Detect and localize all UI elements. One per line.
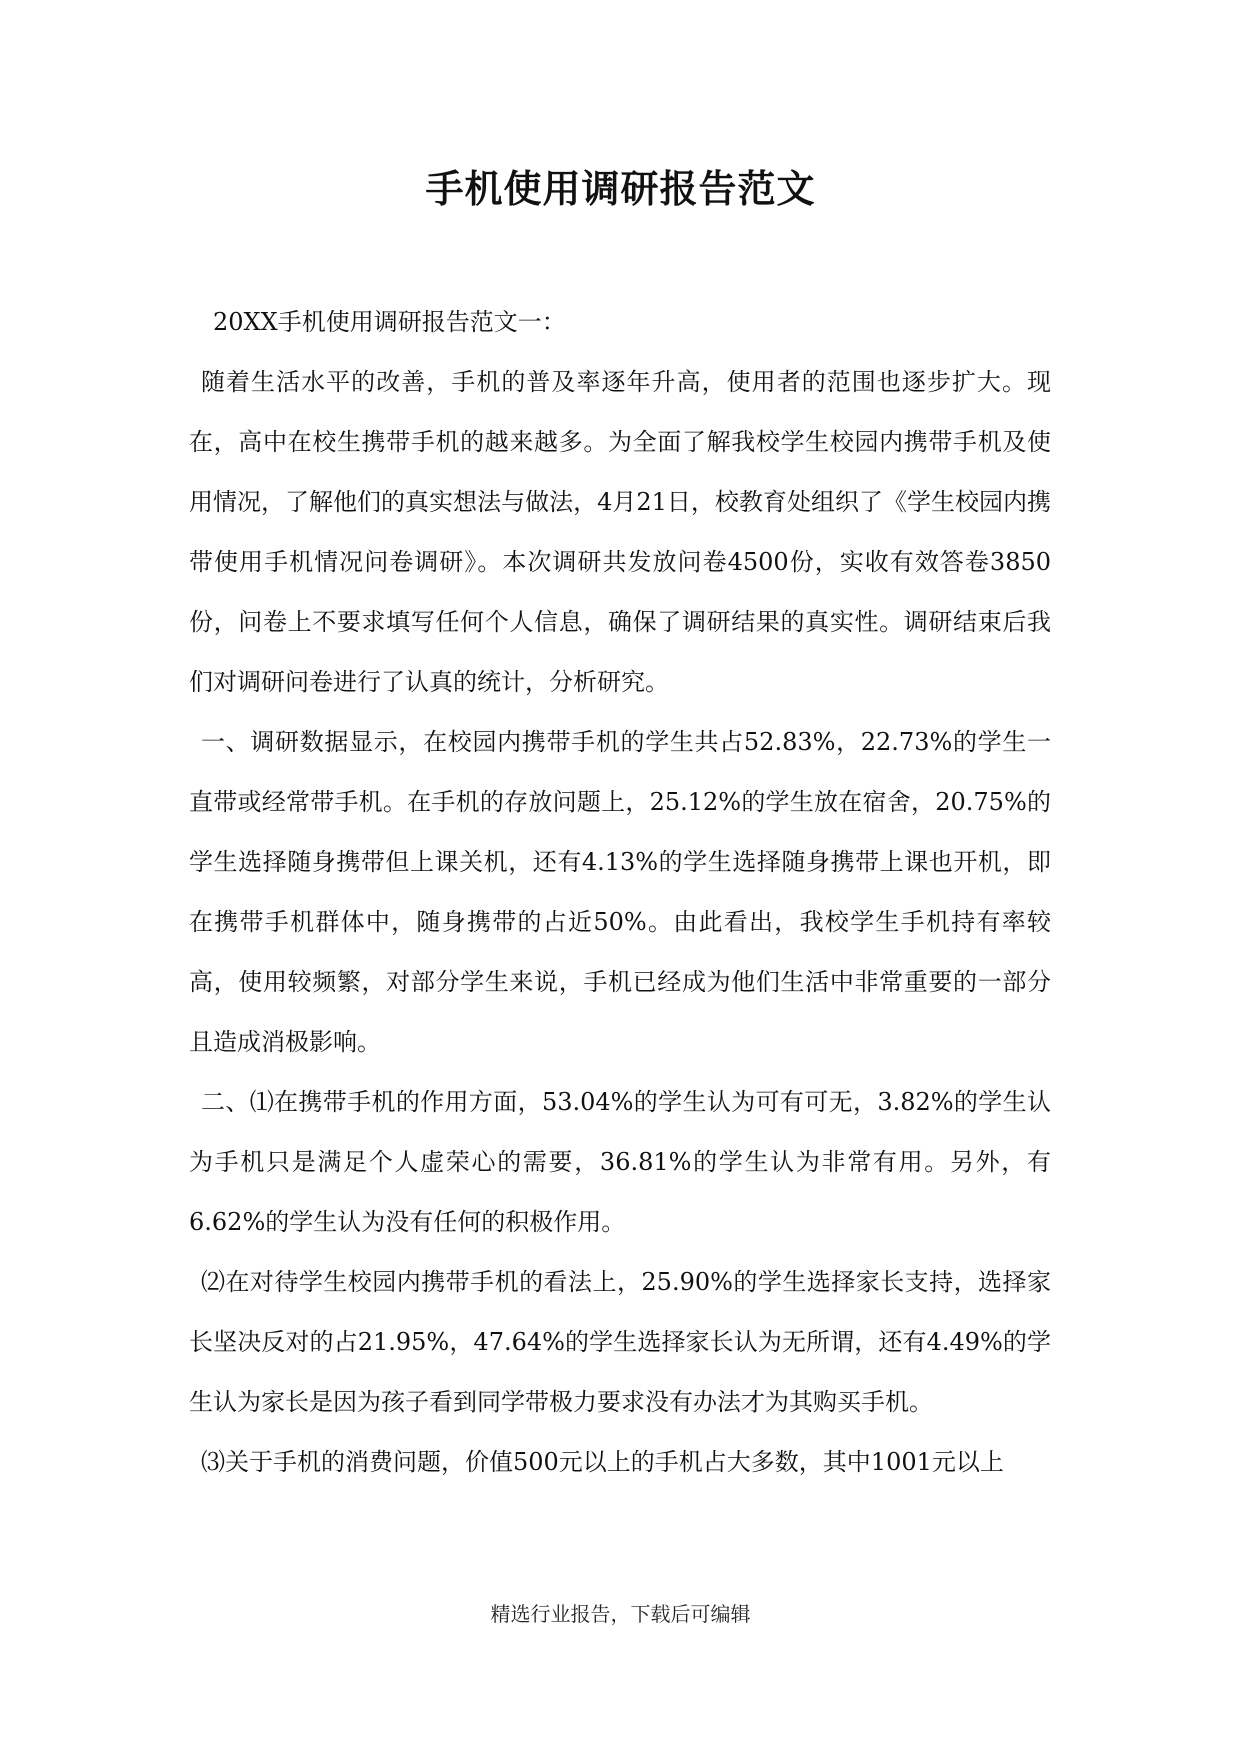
section-heading: 20XX手机使用调研报告范文一： (213, 308, 566, 336)
paragraph-section-two-3: ⑶关于手机的消费问题，价值500元以上的手机占大多数，其中1001元以上 (201, 1448, 1004, 1476)
paragraph-section-two-2: ⑵在对待学生校园内携带手机的看法上，25.90%的学生选择家长支持，选择家长坚决反对的占21.95%，47.64%的学生选择家长认为无所谓，还有4.49%的学生认为家长是因为孩子看到同学带极力要求没有办法才为其购买手机。 (189, 1268, 1051, 1416)
page-footer: 精选行业报告，下载后可编辑 (490, 1602, 751, 1626)
paragraph-section-two-1: 二、⑴在携带手机的作用方面，53.04%的学生认为可有可无，3.82%的学生认为手机只是满足个人虚荣心的需要，36.81%的学生认为非常有用。另外，有6.62%的学生认为没有任何的积极作用。 (189, 1088, 1051, 1236)
paragraph-intro: 随着生活水平的改善，手机的普及率逐年升高，使用者的范围也逐步扩大。现在，高中在校生携带手机的越来越多。为全面了解我校学生校园内携带手机及使用情况，了解他们的真实想法与做法，4月21日，校教育处组织了《学生校园内携带使用手机情况问卷调研》。本次调研共发放问卷4500份，实收有效答卷3850份，问卷上不要求填写任何个人信息，确保了调研结果的真实性。调研结束后我们对调研问卷进行了认真的统计，分析研究。 (189, 368, 1051, 696)
document-title: 手机使用调研报告范文 (425, 166, 816, 211)
paragraph-section-one: 一、调研数据显示，在校园内携带手机的学生共占52.83%，22.73%的学生一直带或经常带手机。在手机的存放问题上，25.12%的学生放在宿舍，20.75%的学生选择随身携带但上课关机，还有4.13%的学生选择随身携带上课也开机，即在携带手机群体中，随身携带的占近50%。由此看出，我校学生手机持有率较高，使用较频繁，对部分学生来说，手机已经成为他们生活中非常重要的一部分且造成消极影响。 (189, 728, 1051, 1056)
document-body (189, 292, 1051, 1492)
